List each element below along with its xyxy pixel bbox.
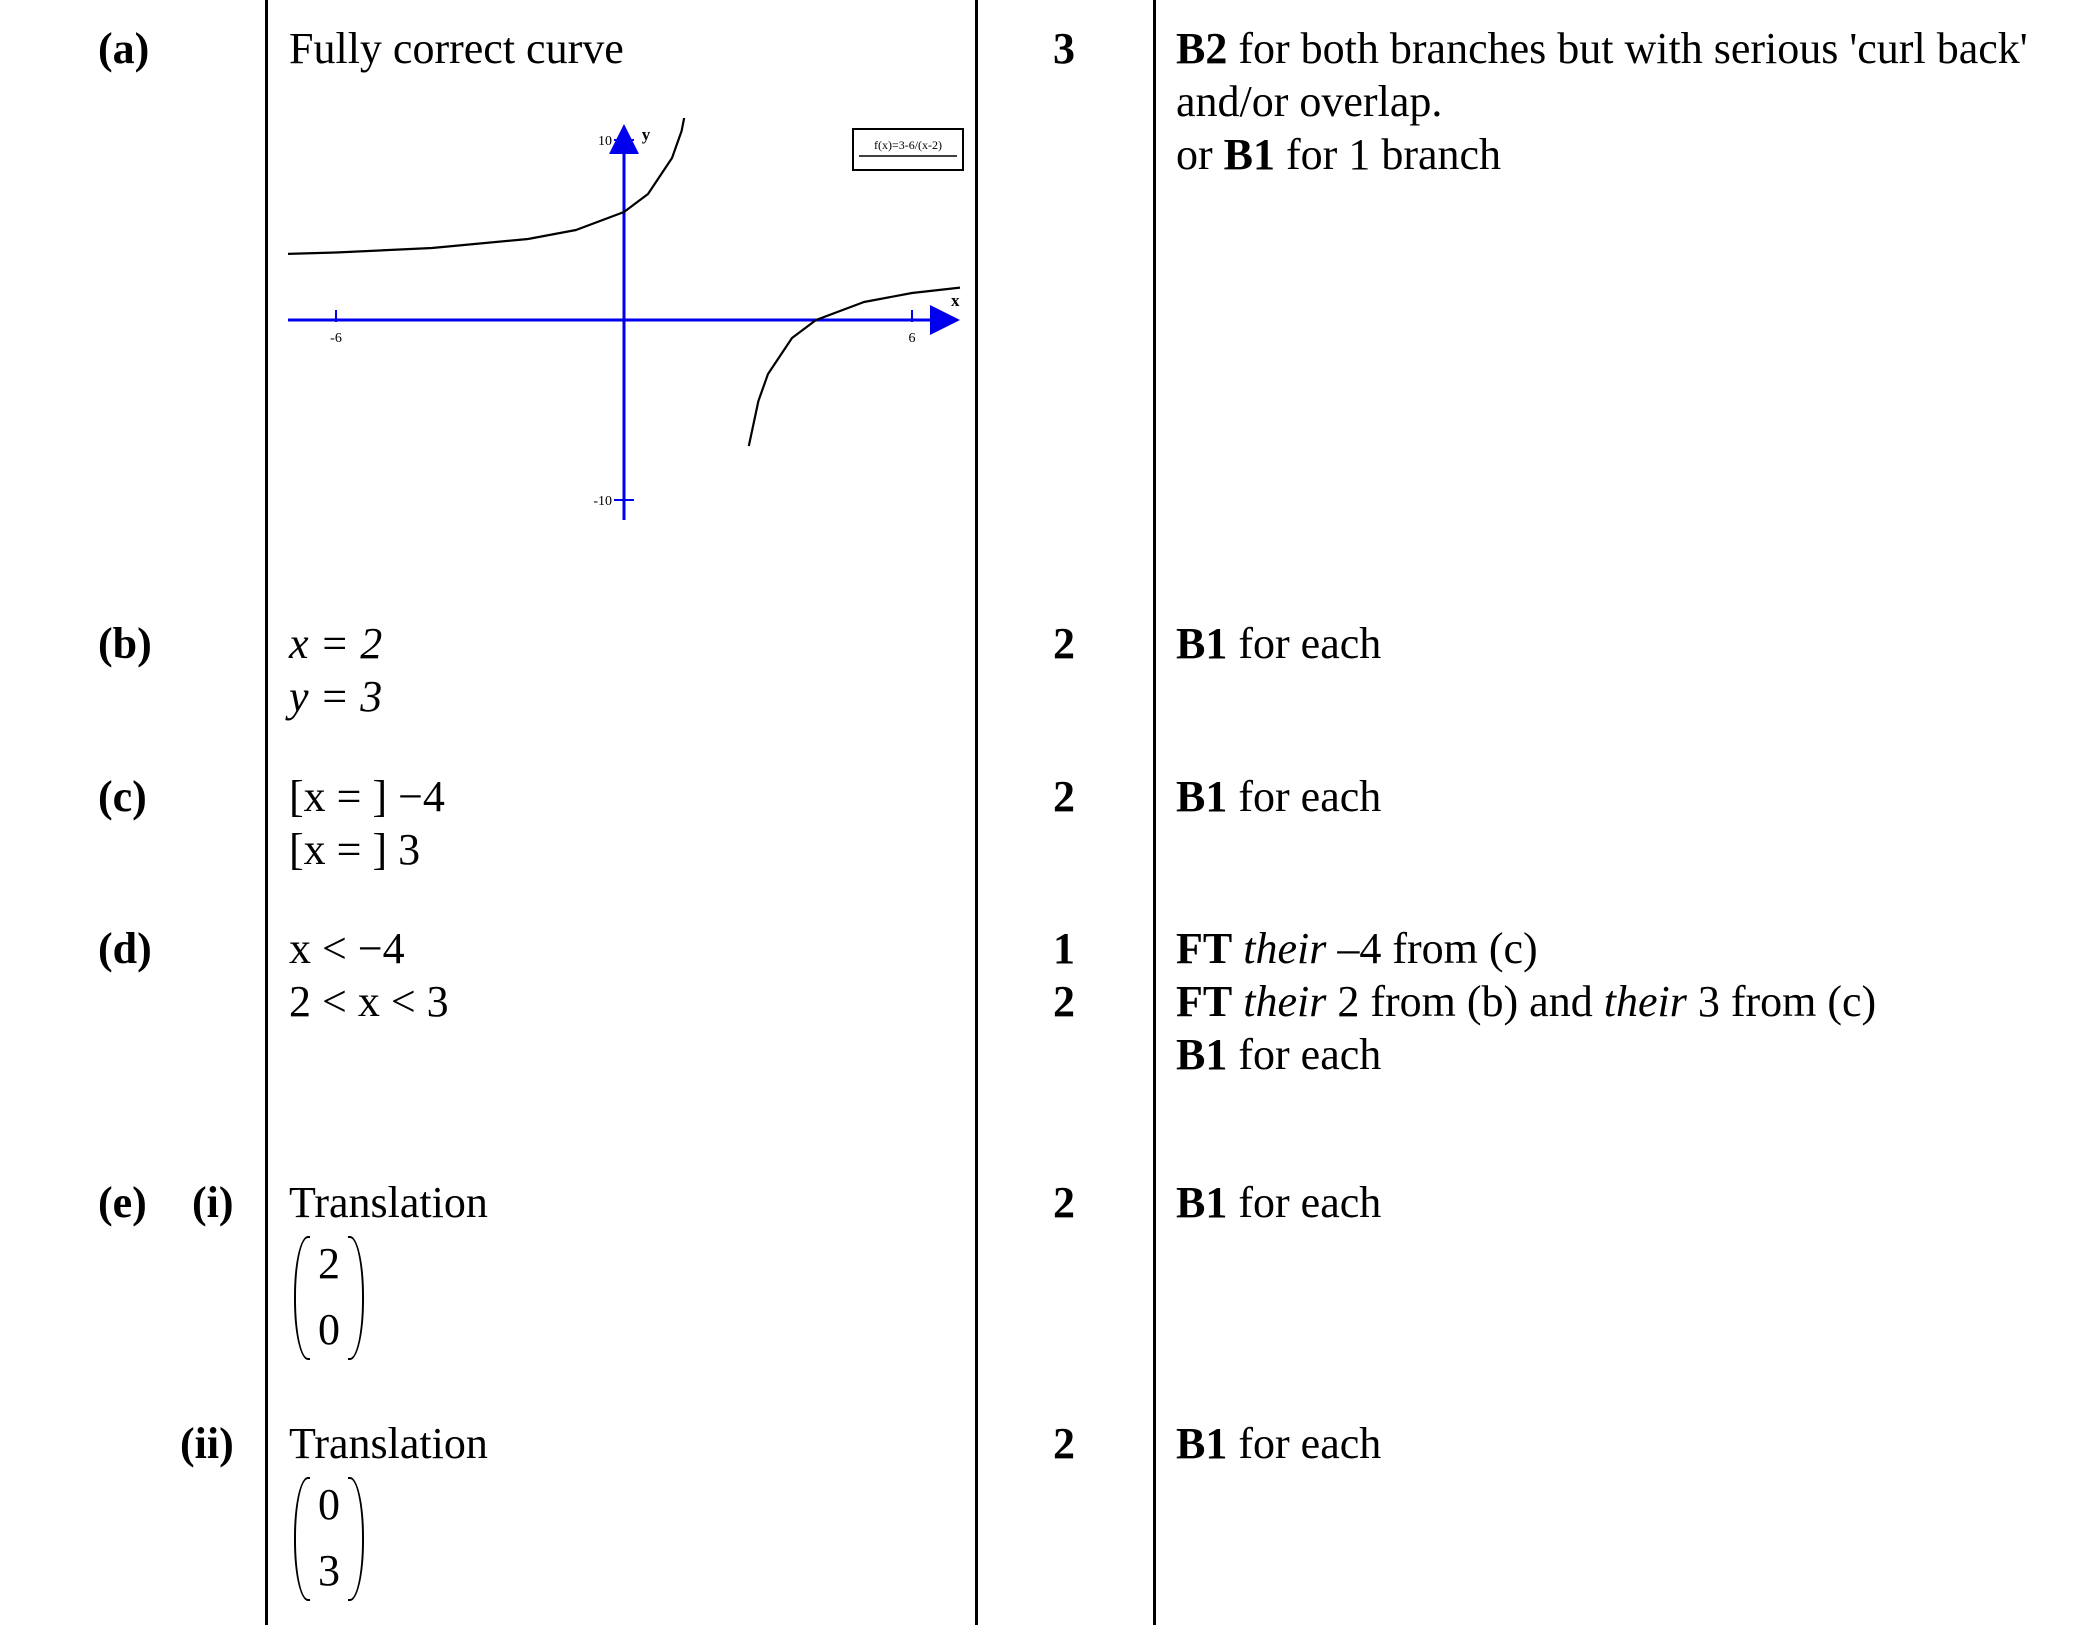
guidance-a-text1: for both branches but with serious 'curl back' bbox=[1227, 24, 2028, 73]
guidance-d-line3 bbox=[1176, 1028, 1381, 1081]
answer-e-ii-text: Translation bbox=[289, 1419, 488, 1468]
vector-bottom: 3 bbox=[318, 1546, 340, 1595]
x-tick-label: -6 bbox=[330, 331, 342, 346]
answer-d-line2: 2 < x < 3 bbox=[289, 977, 449, 1026]
part-label-e-i: (i) bbox=[192, 1178, 234, 1227]
column-vector-e-i bbox=[294, 1236, 364, 1362]
guidance-d-text1: –4 from (c) bbox=[1326, 924, 1538, 973]
b1-label: B1 bbox=[1223, 130, 1276, 179]
guidance-b-text: for each bbox=[1227, 619, 1382, 668]
answer-d-line1: x < −4 bbox=[289, 924, 405, 973]
mark-e-i: 2 bbox=[1053, 1178, 1075, 1227]
y-tick-label: -10 bbox=[593, 494, 612, 509]
mark-a: 3 bbox=[1053, 24, 1075, 73]
their-word: their bbox=[1243, 977, 1327, 1026]
guidance-a-line2: and/or overlap. bbox=[1176, 77, 1443, 126]
mark-d1: 1 bbox=[1053, 924, 1075, 973]
their-word: their bbox=[1243, 924, 1327, 973]
guidance-a-text3: for 1 branch bbox=[1275, 130, 1502, 179]
legend-label: f(x)=3-6/(x-2) bbox=[873, 138, 943, 152]
x-tick-label: 6 bbox=[908, 331, 916, 346]
vector-bottom: 0 bbox=[318, 1305, 340, 1354]
b1-label: B1 bbox=[1176, 619, 1228, 668]
answer-e-i-text: Translation bbox=[289, 1178, 488, 1227]
b1-label: B1 bbox=[1176, 1030, 1228, 1079]
their-word: their bbox=[1603, 977, 1687, 1026]
vector-top: 2 bbox=[318, 1239, 340, 1288]
b1-label: B1 bbox=[1176, 772, 1228, 821]
answer-b-line1: x = 2 bbox=[289, 619, 383, 668]
column-vector-e-ii bbox=[294, 1477, 364, 1603]
guidance-d-line2 bbox=[1176, 975, 1876, 1028]
mark-d2: 2 bbox=[1053, 977, 1075, 1026]
part-label-b: (b) bbox=[98, 619, 152, 668]
guidance-a-line1 bbox=[1176, 22, 2028, 75]
curve-branch-2 bbox=[749, 288, 960, 446]
column-divider-1 bbox=[265, 0, 268, 1625]
guidance-d-text2b: 3 from (c) bbox=[1686, 977, 1877, 1026]
column-divider-2 bbox=[975, 0, 978, 1625]
guidance-b bbox=[1176, 617, 1381, 670]
answer-a: Fully correct curve bbox=[289, 24, 624, 73]
guidance-e-ii bbox=[1176, 1417, 1381, 1470]
column-divider-3 bbox=[1153, 0, 1156, 1625]
guidance-d-text3: for each bbox=[1227, 1030, 1382, 1079]
y-tick-label: 10 bbox=[598, 134, 612, 149]
part-label-a: (a) bbox=[98, 24, 150, 73]
guidance-e-i-text: for each bbox=[1227, 1178, 1382, 1227]
guidance-e-ii-text: for each bbox=[1227, 1419, 1382, 1468]
ft-label: FT bbox=[1176, 977, 1233, 1026]
guidance-e-i bbox=[1176, 1176, 1381, 1229]
guidance-d-line1 bbox=[1176, 922, 1538, 975]
b1-label: B1 bbox=[1176, 1419, 1228, 1468]
part-label-d: (d) bbox=[98, 924, 152, 973]
guidance-a-line3 bbox=[1176, 128, 1501, 181]
x-axis-label: x bbox=[950, 291, 960, 310]
answer-b-line2: y = 3 bbox=[289, 672, 383, 721]
b1-label: B1 bbox=[1176, 1178, 1228, 1227]
vector-top: 0 bbox=[318, 1480, 340, 1529]
ft-label: FT bbox=[1176, 924, 1233, 973]
guidance-a-or: or bbox=[1176, 130, 1224, 179]
mark-b: 2 bbox=[1053, 619, 1075, 668]
guidance-c-text: for each bbox=[1227, 772, 1382, 821]
answer-c-line1: [x = ] −4 bbox=[289, 772, 445, 821]
guidance-c bbox=[1176, 770, 1381, 823]
answer-c-line2: [x = ] 3 bbox=[289, 825, 421, 874]
function-graph bbox=[286, 118, 966, 520]
part-label-e: (e) bbox=[98, 1178, 147, 1227]
curve-branch-1 bbox=[288, 118, 694, 254]
y-axis-label: y bbox=[641, 125, 651, 144]
guidance-d-text2a: 2 from (b) and bbox=[1326, 977, 1604, 1026]
mark-e-ii: 2 bbox=[1053, 1419, 1075, 1468]
b2-label: B2 bbox=[1176, 24, 1228, 73]
part-label-c: (c) bbox=[98, 772, 147, 821]
part-label-e-ii: (ii) bbox=[180, 1419, 234, 1468]
mark-c: 2 bbox=[1053, 772, 1075, 821]
